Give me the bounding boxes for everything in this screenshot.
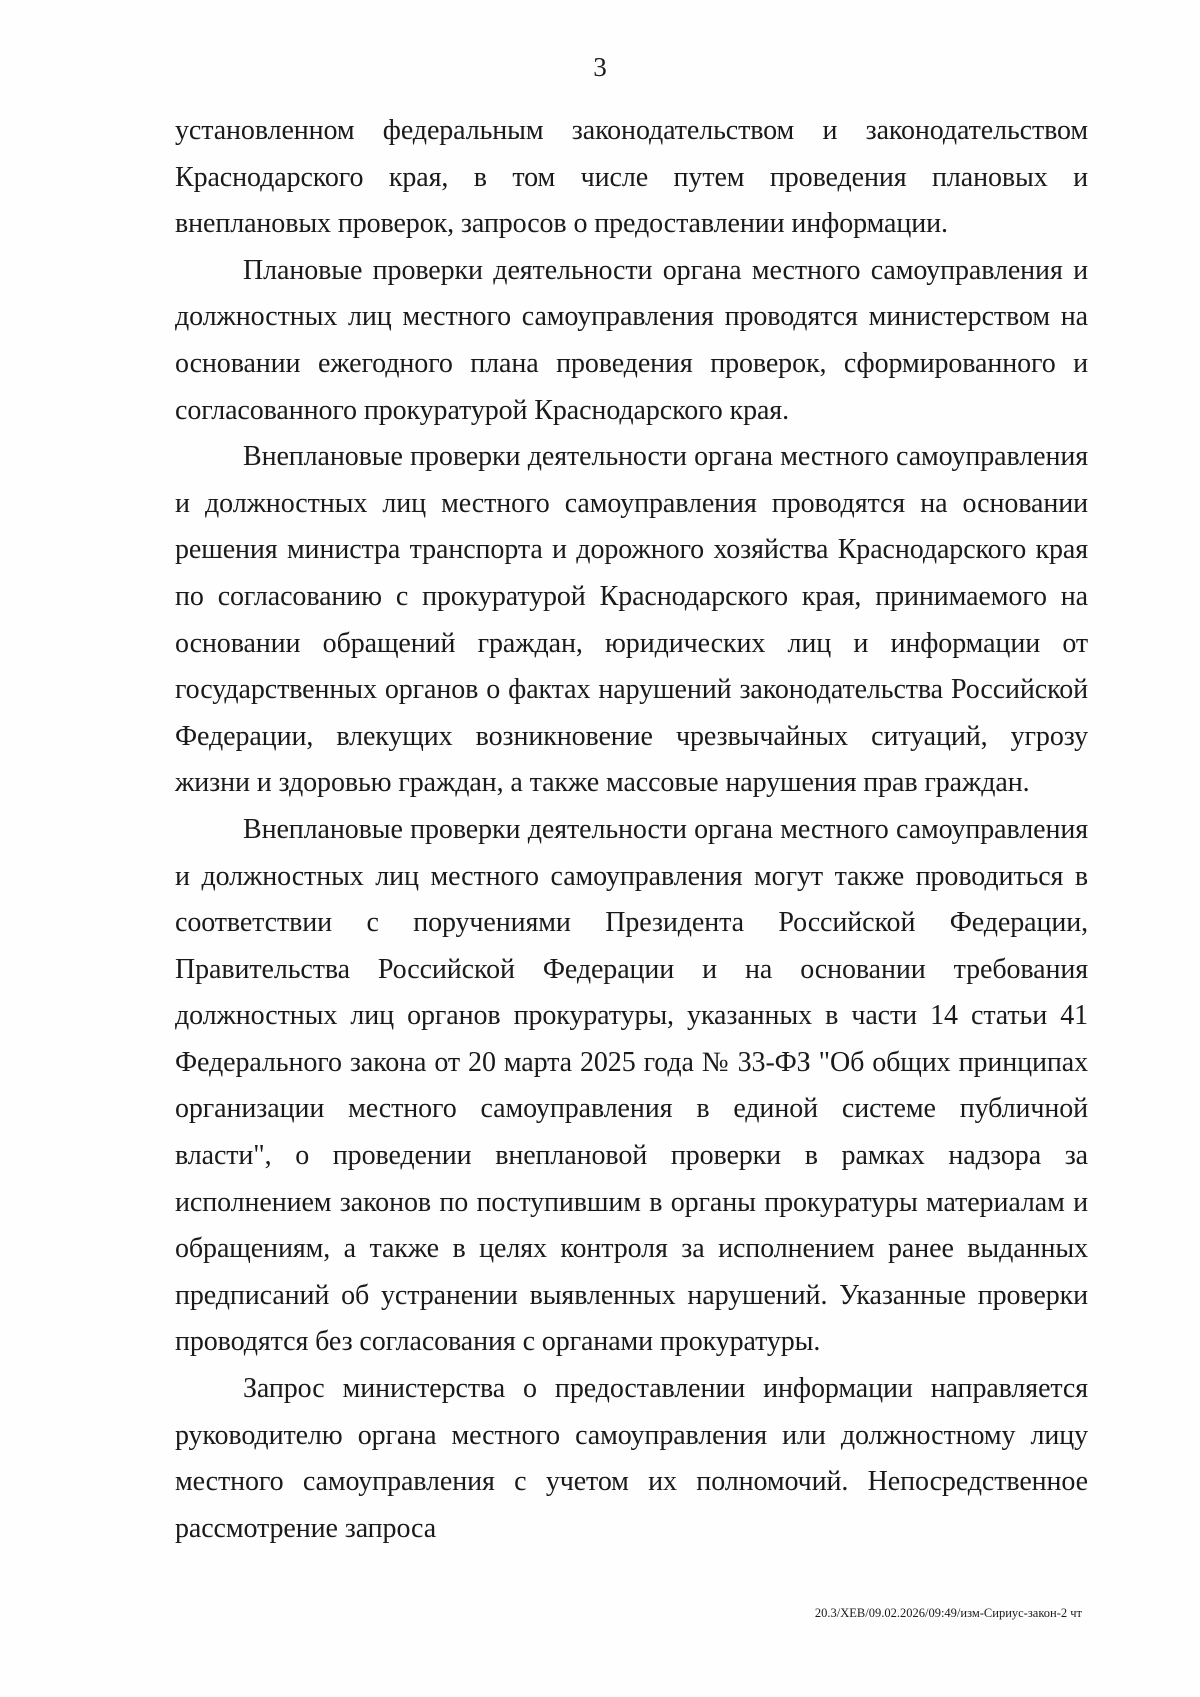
paragraph-continuation: установленном федеральным законодательством и законодательством Краснодарского края, в том числе путем проведения плановых и внеплановых проверок, запросов о предоставлении информации. xyxy=(175,115,1088,240)
paragraph-planned-inspections: Плановые проверки деятельности органа местного самоуправления и должностных лиц местного самоуправления проводятся министерством на основании ежегодного плана проведения проверок, сформированного и согласованного прокуратурой Краснодарского края. xyxy=(175,254,1088,426)
footer-document-code: 20.3/ХЕВ/09.02.2026/09:49/изм-Сириус-закон-2 чт xyxy=(814,1606,1082,1620)
page-number: 3 xyxy=(593,52,607,82)
paragraph-unplanned-inspections-instructions: Внеплановые проверки деятельности органа местного самоуправления и должностных лиц местного самоуправления могут также проводиться в соответствии с поручениями Президента Российской Федерации, Правительства Российской Федерации и на основании требования должностных лиц органов прокуратуры, указанных в части 14 статьи 41 Федерального закона от 20 марта 2025 года № 33-ФЗ "Об общих принципах организации местного самоуправления в единой системе публичной власти", о проведении внеплановой проверки в рамках надзора за исполнением законов по поступившим в органы прокуратуры материалам и обращениям, а также в целях контроля за исполнением ранее выданных предписаний об устранении выявленных нарушений. Указанные проверки проводятся без согласования с органами прокуратуры. xyxy=(175,813,1088,1358)
document-body xyxy=(175,108,1088,1552)
paragraph-information-request: Запрос министерства о предоставлении информации направляется руководителю органа местного самоуправления или должностному лицу местного самоуправления с учетом их полномочий. Непосредственное рассмотрение запроса xyxy=(175,1373,1088,1544)
paragraph-unplanned-inspections: Внеплановые проверки деятельности органа местного самоуправления и должностных лиц местного самоуправления проводятся на основании решения министра транспорта и дорожного хозяйства Краснодарского края по согласованию с прокуратурой Краснодарского края, принимаемого на основании обращений граждан, юридических лиц и информации от государственных органов о фактах нарушений законодательства Российской Федерации, влекущих возникновение чрезвычайных ситуаций, угрозу жизни и здоровью граждан, а также массовые нарушения прав граждан. xyxy=(175,441,1088,799)
